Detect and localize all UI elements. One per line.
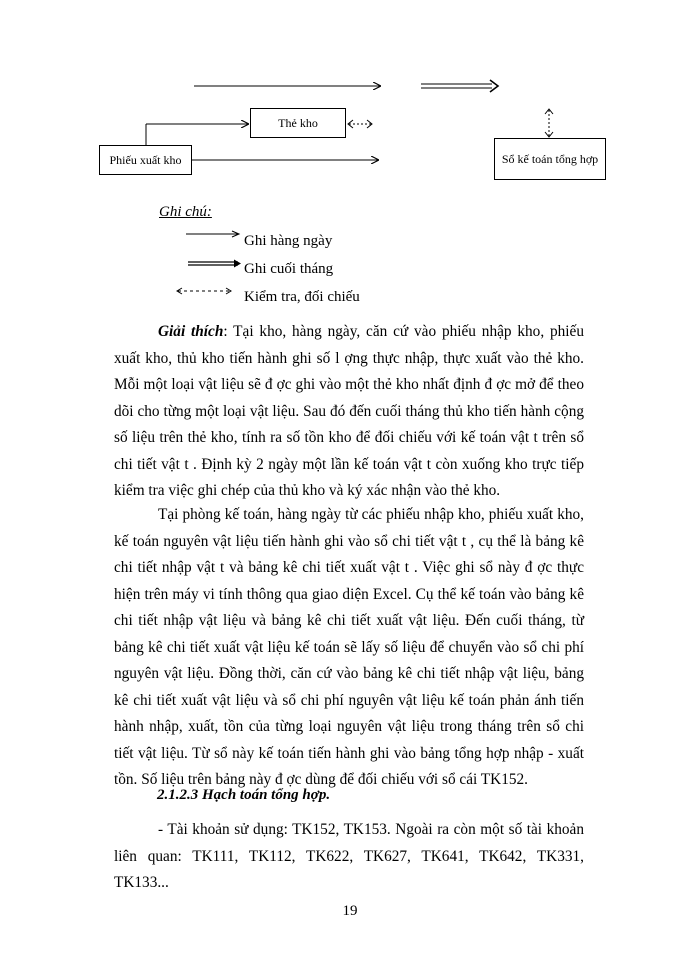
phieu-xuat-kho-box: [99, 145, 192, 175]
the-kho-box: [250, 108, 346, 138]
paragraph-explanation: [114, 319, 584, 505]
section-heading: 2.1.2.3 Hạch toán tổng hợp.: [157, 787, 331, 803]
double-arrow-icon: [176, 258, 246, 282]
page-number: 19: [342, 903, 358, 919]
single-arrow-icon: [176, 230, 246, 254]
legend-monthly: [176, 258, 476, 282]
so-ke-toan-tong-hop-box: [494, 138, 606, 180]
legend-check: [176, 286, 476, 310]
flow-diagram: [0, 0, 700, 200]
phieu-xuat-kho-label: Phiếu xuất kho: [109, 152, 182, 167]
explanation-label: Giải thích: [158, 323, 224, 340]
legend-monthly-label: Ghi cuối tháng: [244, 261, 334, 277]
explanation-text: : Tại kho, hàng ngày, căn cứ vào phiếu nhập kho, phiếu xuất kho, thủ kho tiến hành ghi số l ợng thực nhập, thực xuất vào thẻ kho. Mỗi một loại vật liệu sẽ đ ợc ghi vào một thẻ kho nhất định đ ợc mở để theo dõi cho từng một loại vật liệu. Sau đó đến cuối tháng thủ kho tiến hành cộng số liệu trên thẻ kho, tính ra số tồn kho để đối chiếu với kế toán vật t trên sổ chi tiết vật t . Định kỳ 2 ngày một lần kế toán vật t còn xuống kho trực tiếp kiểm tra việc ghi chép của thủ kho và ký xác nhận vào thẻ kho.: [114, 323, 584, 499]
legend-daily-label: Ghi hàng ngày: [244, 233, 333, 249]
dashed-bidirectional-arrow-icon: [176, 286, 246, 310]
paragraph-accounting: Tại phòng kế toán, hàng ngày từ các phiếu nhập kho, phiếu xuất kho, kế toán nguyên vật liệu tiến hành ghi vào sổ chi tiết vật t , cụ thể là bảng kê chi tiết nhập vật t và bảng kê chi tiết xuất vật t . Việc ghi sổ này đ ợc thực hiện trên máy vi tính thông qua giao diện Excel. Cụ thể kế toán vào bảng kê chi tiết nhập vật liệu và bảng kê chi tiết xuất vật liệu. Đến cuối tháng, từ bảng kê chi tiết xuất vật liệu kế toán sẽ lấy số liệu để chuyển vào sổ chi phí nguyên vật liệu. Đồng thời, căn cứ vào bảng kê chi tiết nhập vật liệu, bảng kê chi tiết xuất vật liệu và sổ chi phí nguyên vật liệu kế toán phản ánh tiến hành nhập, xuất, tồn của từng loại nguyên vật liệu trong tháng trên sổ chi tiết vật liệu. Từ sổ này kế toán tiến hành ghi vào bảng tổng hợp nhập - xuất tồn. Số liệu trên bảng này đ ợc dùng để đối chiếu với sổ cái TK152.: [114, 506, 584, 788]
legend-check-label: Kiểm tra, đối chiếu: [244, 289, 360, 305]
the-kho-label: Thẻ kho: [278, 115, 318, 130]
legend-daily: [176, 230, 476, 254]
legend-title: Ghi chú:: [159, 204, 212, 220]
so-ke-toan-tong-hop-label: Sổ kế toán tổng hợp: [501, 151, 599, 166]
paragraph-accounts: - Tài khoản sử dụng: TK152, TK153. Ngoài ra còn một số tài khoản liên quan: TK111, TK112, TK622, TK627, TK641, TK642, TK331, TK133...: [114, 821, 584, 891]
